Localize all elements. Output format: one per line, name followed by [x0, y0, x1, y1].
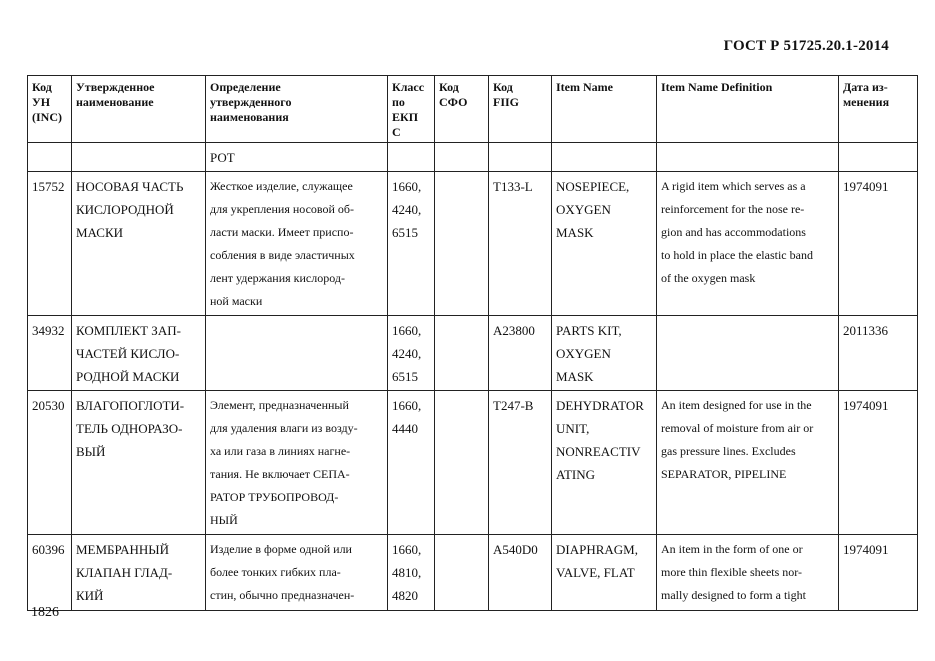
cell-fiig: T133-L — [489, 172, 552, 316]
cell-sfo — [435, 391, 489, 535]
cell — [489, 143, 552, 172]
header-definition: Определение утвержденного наименования — [206, 76, 388, 143]
cell — [657, 143, 839, 172]
document-title: ГОСТ Р 51725.20.1-2014 — [723, 38, 889, 54]
cell-date: 1974091 — [839, 391, 918, 535]
cell-code: 20530 — [28, 391, 72, 535]
cell-item-definition: An item in the form of one or more thin flexible sheets nor- mally designed to form a tight — [657, 535, 839, 611]
cell — [28, 143, 72, 172]
cell-date: 2011336 — [839, 316, 918, 391]
cell-fiig: T247-B — [489, 391, 552, 535]
cell-fiig: A23800 — [489, 316, 552, 391]
cell-item-name: DEHYDRATOR UNIT, NONREACTIV ATING — [552, 391, 657, 535]
cell-approved-name: МЕМБРАННЫЙ КЛАПАН ГЛАД- КИЙ — [72, 535, 206, 611]
table-row — [28, 316, 918, 391]
table-row-continuation — [28, 143, 918, 172]
cell-item-name: NOSEPIECE, OXYGEN MASK — [552, 172, 657, 316]
cell-code: 60396 — [28, 535, 72, 611]
table-row — [28, 172, 918, 316]
cell-sfo — [435, 535, 489, 611]
cell-definition: Жесткое изделие, служащее для укрепления носовой об- ласти маски. Имеет приспо- собления в виде эластичных лент удержания кислород- ной маски — [206, 172, 388, 316]
cell — [72, 143, 206, 172]
header-date: Дата из- менения — [839, 76, 918, 143]
header-sfo: Код СФО — [435, 76, 489, 143]
cell-item-name: PARTS KIT, OXYGEN MASK — [552, 316, 657, 391]
cell-item-name: DIAPHRAGM, VALVE, FLAT — [552, 535, 657, 611]
cell-approved-name: НОСОВАЯ ЧАСТЬ КИСЛОРОДНОЙ МАСКИ — [72, 172, 206, 316]
items-table — [27, 75, 918, 611]
table-row — [28, 391, 918, 535]
cell: РОТ — [206, 143, 388, 172]
cell-definition: Элемент, предназначенный для удаления влаги из возду- ха или газа в линиях нагне- тания. Не включает СЕПА- РАТОР ТРУБОПРОВОД- НЫЙ — [206, 391, 388, 535]
cell-code: 34932 — [28, 316, 72, 391]
cell-class: 1660, 4440 — [388, 391, 435, 535]
header-fiig: Код FIIG — [489, 76, 552, 143]
cell-class: 1660, 4240, 6515 — [388, 316, 435, 391]
cell — [552, 143, 657, 172]
cell-fiig: A540D0 — [489, 535, 552, 611]
cell-class: 1660, 4810, 4820 — [388, 535, 435, 611]
cell-date: 1974091 — [839, 535, 918, 611]
cell-approved-name: КОМПЛЕКТ ЗАП- ЧАСТЕЙ КИСЛО- РОДНОЙ МАСКИ — [72, 316, 206, 391]
cell-definition: Изделие в форме одной или более тонких гибких пла- стин, обычно предназначен- — [206, 535, 388, 611]
page-number: 1826 — [31, 605, 59, 620]
cell — [435, 143, 489, 172]
cell-date: 1974091 — [839, 172, 918, 316]
header-item-name: Item Name — [552, 76, 657, 143]
cell-sfo — [435, 172, 489, 316]
cell-item-definition — [657, 316, 839, 391]
cell-item-definition: A rigid item which serves as a reinforcement for the nose re- gion and has accommodations to hold in place the elastic band of the oxygen mask — [657, 172, 839, 316]
cell-class: 1660, 4240, 6515 — [388, 172, 435, 316]
header-class: Класс по ЕКП С — [388, 76, 435, 143]
cell-definition — [206, 316, 388, 391]
header-code: Код УН (INC) — [28, 76, 72, 143]
cell — [839, 143, 918, 172]
table-row — [28, 535, 918, 611]
header-item-definition: Item Name Definition — [657, 76, 839, 143]
cell-approved-name: ВЛАГОПОГЛОТИ- ТЕЛЬ ОДНОРАЗО- ВЫЙ — [72, 391, 206, 535]
cell-code: 15752 — [28, 172, 72, 316]
header-approved-name: Утвержденное наименование — [72, 76, 206, 143]
cell-item-definition: An item designed for use in the removal of moisture from air or gas pressure lines. Excludes SEPARATOR, PIPELINE — [657, 391, 839, 535]
table-header-row — [28, 76, 918, 143]
cell — [388, 143, 435, 172]
cell-sfo — [435, 316, 489, 391]
